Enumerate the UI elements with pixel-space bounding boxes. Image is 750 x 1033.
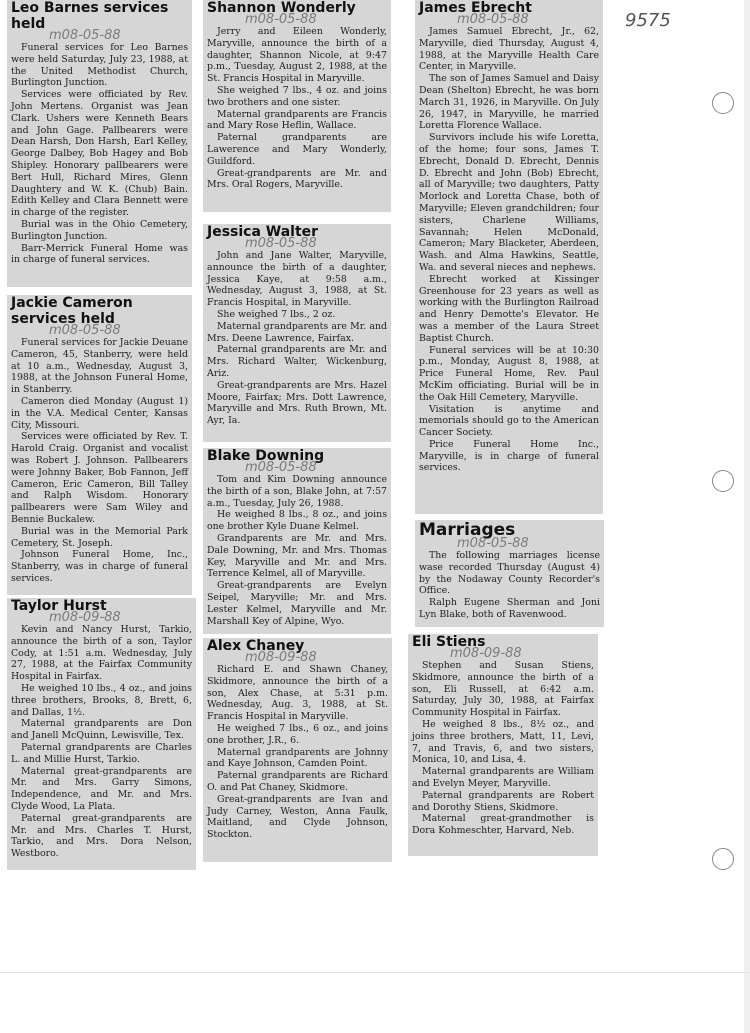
clipping-paragraph: Maternal grandparents are Don and Janell McQuinn, Lewisville, Tex.: [11, 718, 192, 742]
clipping-paragraph: He weighed 8 lbs., 8 oz., and joins one brother Kyle Duane Kelmel.: [207, 509, 387, 533]
binder-hole-bottom: [712, 848, 734, 870]
clipping-paragraph: Funeral services for Jackie Deuane Cameron, 45, Stanberry, were held at 10 a.m., Wednesday, August 3, 1988, at the Johnson Funeral Home, in Stanberry.: [11, 337, 188, 396]
clipping-paragraph: Johnson Funeral Home, Inc., Stanberry, was in charge of funeral services.: [11, 549, 188, 584]
clipping-title: Leo Barnes services held: [11, 0, 169, 32]
clipping-blake-downing: [203, 448, 391, 634]
handwritten-date-note: m08-09-88: [450, 646, 522, 661]
clipping-paragraph: Paternal grandparents are Richard O. and Pat Chaney, Skidmore.: [207, 770, 388, 793]
handwritten-date-note: m08-05-88: [245, 236, 317, 251]
clipping-paragraph: Richard E. and Shawn Chaney, Skidmore, announce the birth of a son, Alex Chase, at 5:31 p.m. Wednesday, Aug. 3, 1988, at St. Francis Hospital in Maryville.: [207, 664, 388, 723]
clipping-paragraph: Services were officiated by Rev. T. Harold Craig. Organist and vocalist was Robert J. Johnson. Pallbearers were Johnny Baker, Bob Fannon, Jeff Cameron, Eric Cameron, Bill Talley and Ralph Wisdom. Honorary pallbearers were Sam Wiley and Bennie Buckalew.: [11, 431, 188, 525]
clipping-title: Jackie Cameron services held: [11, 295, 133, 327]
binder-hole-middle: [712, 470, 734, 492]
clipping-paragraph: Tom and Kim Downing announce the birth of a son, Blake John, at 7:57 a.m., Tuesday, July 26, 1988.: [207, 474, 387, 509]
clipping-paragraph: Ebrecht worked at Kissinger Greenhouse for 23 years as well as working with the Burlington Railroad and Henry Demotte's Elevator. He was a member of the Laura Street Baptist Church.: [419, 273, 599, 344]
clipping-body: [419, 550, 600, 621]
clipping-body: [11, 624, 192, 860]
clipping-paragraph: He weighed 7 lbs., 6 oz., and joins one brother, J.R., 6.: [207, 722, 388, 746]
handwritten-date-note: m08-05-88: [457, 536, 529, 551]
page-edge-shadow: [744, 0, 750, 1033]
clipping-paragraph: Paternal great-grandparents are Mr. and Mrs. Charles T. Hurst, Tarkio, and Mrs. Dora Nelson, Westboro.: [11, 812, 192, 860]
handwritten-date-note: m08-09-88: [49, 610, 121, 625]
clipping-paragraph: Stephen and Susan Stiens, Skidmore, announce the birth of a son, Eli Russell, at 6:42 a.m. Saturday, July 30, 1988, at Fairfax Community Hospital in Fairfax.: [412, 660, 594, 719]
clipping-title: Taylor Hurst: [11, 598, 107, 614]
clipping-paragraph: Barr-Merrick Funeral Home was in charge of funeral services.: [11, 242, 188, 266]
handwritten-date-note: m08-09-88: [245, 650, 317, 665]
clipping-paragraph: She weighed 7 lbs., 2 oz.: [217, 308, 336, 320]
handwritten-date-note: m08-05-88: [245, 12, 317, 27]
clipping-title: Marriages: [419, 520, 516, 540]
clipping-paragraph: Survivors include his wife Loretta, of the home; four sons, James T. Ebrecht, Donald D. Ebrecht, Dennis D. Ebrecht and John (Bob) Ebrecht, all of Maryville; two daughters, Patty Morlock and Loretta Chase, both of Maryville; Eleven grandchildren; four sisters, Charlene Williams, Savannah; Helen McDonald, Cameron; Mary Blacketer, Aberdeen, Wash. and Alma Hawkins, Seattle, Wa. and several nieces and nephews.: [419, 132, 599, 273]
clipping-paragraph: Jerry and Eileen Wonderly, Maryville, announce the birth of a daughter, Shannon Nicole, at 9:47 p.m., Tuesday, August 2, 1988, at the St. Francis Hospital in Maryville.: [207, 26, 387, 85]
clipping-paragraph: Kevin and Nancy Hurst, Tarkio, announce the birth of a son, Taylor Cody, at 1:51 a.m. Wednesday, July 27, 1988, at the Fairfax Community Hospital in Fairfax.: [11, 624, 192, 683]
clipping-alex-chaney: [203, 638, 392, 862]
handwritten-date-note: m08-05-88: [457, 12, 529, 27]
clipping-paragraph: John and Jane Walter, Maryville, announce the birth of a daughter, Jessica Kaye, at 9:58 a.m., Wednesday, August 3, 1988, at St. Francis Hospital, in Maryville.: [207, 250, 387, 309]
clipping-paragraph: James Samuel Ebrecht, Jr., 62, Maryville, died Thursday, August 4, 1988, at the Maryville Health Care Center, in Maryville.: [419, 26, 599, 73]
clipping-leo-barnes: [7, 0, 192, 287]
clipping-body: [207, 250, 387, 427]
binder-hole-top: [712, 92, 734, 114]
handwritten-date-note: m08-05-88: [49, 28, 121, 43]
clipping-paragraph: Maternal great-grandparents are Mr. and Mrs. Garry Simons, Independence, and Mr. and Mrs. Clyde Wood, La Plata.: [11, 765, 192, 812]
clipping-paragraph: Maternal grandparents are Mr. and Mrs. Deene Lawrence, Fairfax.: [207, 320, 387, 344]
clipping-paragraph: Funeral services for Leo Barnes were held Saturday, July 23, 1988, at the United Methodist Church, Burlington Junction.: [11, 42, 188, 89]
clipping-paragraph: Paternal grandparents are Charles L. and Millie Hurst, Tarkio.: [11, 741, 192, 765]
clipping-title: Alex Chaney: [207, 638, 305, 654]
clipping-paragraph: The following marriages license wase recorded Thursday (August 4) by the Nodaway County Recorder's Office.: [419, 550, 600, 597]
clipping-paragraph: Ralph Eugene Sherman and Joni Lyn Blake, both of Ravenwood.: [419, 597, 600, 620]
clipping-paragraph: Great-grandparents are Mr. and Mrs. Oral Rogers, Maryville.: [207, 167, 387, 191]
clipping-paragraph: Maternal grandparents are William and Evelyn Meyer, Maryville.: [412, 766, 594, 789]
clipping-paragraph: Great-grandparents are Mrs. Hazel Moore, Fairfax; Mrs. Dott Lawrence, Maryville and Mrs. Ruth Brown, Mt. Ayr, Ia.: [207, 379, 387, 427]
page-number: 9575: [625, 10, 671, 31]
clipping-body: [412, 660, 594, 837]
clipping-paragraph: Great-grandparents are Evelyn Seipel, Maryville; Mr. and Mrs. Lester Kelmel, Maryville and Mr. Marshall Key of Alpine, Wyo.: [207, 580, 387, 627]
clipping-body: [419, 26, 599, 474]
clipping-paragraph: Paternal grandparents are Lawerence and Mary Wonderly, Guildford.: [207, 132, 387, 167]
clipping-marriages: [415, 520, 604, 627]
clipping-paragraph: Maternal great-grandmother is Dora Kohmeschter, Harvard, Neb.: [412, 813, 594, 837]
clipping-paragraph: Paternal grandparents are Robert and Dorothy Stiens, Skidmore.: [412, 789, 594, 813]
clipping-shannon-wonderly: [203, 0, 391, 212]
clipping-title: James Ebrecht: [419, 0, 532, 16]
clipping-paragraph: Price Funeral Home Inc., Maryville, is in charge of funeral services.: [419, 438, 599, 474]
clipping-paragraph: Burial was in the Memorial Park Cemetery, St. Joseph.: [11, 525, 188, 549]
clipping-paragraph: Funeral services will be at 10:30 p.m., Monday, August 8, 1988, at Price Funeral Home, Rev. Paul McKim officiating. Burial will be in the Oak Hill Cemetery, Maryville.: [419, 344, 599, 403]
clipping-paragraph: Paternal grandparents are Mr. and Mrs. Richard Walter, Wickenburg, Ariz.: [207, 344, 387, 379]
clipping-body: [207, 26, 387, 191]
clipping-paragraph: Visitation is anytime and memorials should go to the American Cancer Society.: [419, 403, 599, 439]
handwritten-date-note: m08-05-88: [245, 460, 317, 475]
clipping-body: [11, 337, 188, 585]
clipping-paragraph: Cameron died Monday (August 1) in the V.A. Medical Center, Kansas City, Missouri.: [11, 395, 188, 431]
clipping-paragraph: He weighed 10 lbs., 4 oz., and joins three brothers, Brooks, 8, Brett, 6, and Dallas, 1½.: [11, 682, 192, 718]
clipping-taylor-hurst: [7, 598, 196, 870]
clipping-paragraph: Grandparents are Mr. and Mrs. Dale Downing, Mr. and Mrs. Thomas Key, Maryville and Mr. and Mrs. Terrence Kelmel, all of Maryville.: [207, 532, 387, 580]
page-bottom-edge: [0, 972, 750, 973]
clipping-eli-stiens: [408, 634, 598, 856]
clipping-jessica-walter: [203, 224, 391, 442]
handwritten-date-note: m08-05-88: [49, 323, 121, 338]
clipping-paragraph: Burial was in the Ohio Cemetery, Burlington Junction.: [11, 218, 188, 242]
clipping-body: [207, 664, 388, 841]
clipping-paragraph: Maternal grandparents are Francis and Mary Rose Heflin, Wallace.: [207, 108, 387, 132]
clipping-paragraph: Great-grandparents are Ivan and Judy Carney, Weston, Anna Faulk, Maitland, and Clyde Johnson, Stockton.: [207, 793, 388, 841]
clipping-jackie-cameron: [7, 295, 192, 595]
clipping-paragraph: Maternal grandparents are Johnny and Kaye Johnson, Camden Point.: [207, 746, 388, 770]
clipping-paragraph: She weighed 7 lbs., 4 oz. and joins two brothers and one sister.: [207, 84, 387, 108]
clipping-title: Jessica Walter: [207, 224, 319, 240]
clipping-title: Shannon Wonderly: [207, 0, 356, 16]
clipping-paragraph: He weighed 8 lbs., 8½ oz., and joins three brothers, Matt, 11, Levi, 7, and Travis, 6, and two sisters, Monica, 10, and Lisa, 4.: [412, 718, 594, 766]
clipping-body: [207, 474, 387, 627]
clipping-title: Eli Stiens: [412, 634, 486, 650]
clipping-paragraph: The son of James Samuel and Daisy Dean (Shelton) Ebrecht, he was born March 31, 1926, in Maryville. On July 26, 1947, in Maryville, he married Loretta Florence Wallace.: [419, 73, 599, 132]
clipping-paragraph: Services were officiated by Rev. John Mertens. Organist was Jean Clark. Ushers were Kenneth Bears and John Gage. Pallbearers were Dean Harsh, Don Harsh, Earl Kelley, George Dalbey, Bob Hagey and Bob Shipley. Honorary pallbearers were Bert Hull, Richard Mires, Glenn Daughtery and W. K. (Chub) Bain. Edith Kelley and Clara Bennett were in charge of the register.: [11, 89, 188, 219]
clipping-title: Blake Downing: [207, 448, 325, 464]
clipping-body: [11, 42, 188, 266]
clipping-james-ebrecht: [415, 0, 603, 514]
